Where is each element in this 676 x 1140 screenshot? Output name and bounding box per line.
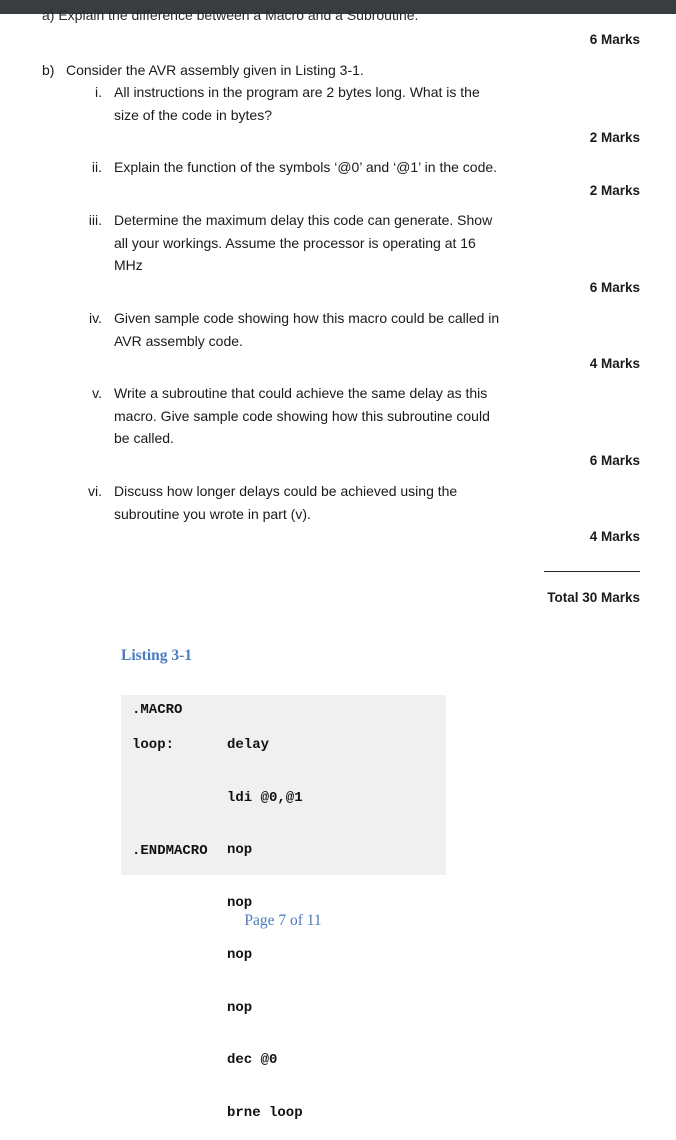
part-b-text: Consider the AVR assembly given in Listing 3-1. [66,62,364,78]
total-marks: Total 30 Marks [547,590,640,605]
question-marks: 2 Marks [589,130,640,145]
question-text [114,382,490,450]
code-line: dec @0 [227,1052,278,1068]
question-line: Determine the maximum delay this code can generate. Show [114,212,493,228]
question-line: Discuss how longer delays could be achieved using the [114,483,458,499]
code-line: nop [227,999,253,1016]
question-marks: 6 Marks [589,453,640,468]
question-text [114,81,480,126]
question-a-cut: a) Explain the difference between a Macro and a Subroutine. [42,7,419,23]
question-text [114,307,499,352]
question-marks: 6 Marks [589,280,640,295]
question-number: vi. [88,483,102,499]
code-line: nop [227,842,253,858]
question-line: all your workings. Assume the processor is operating at 16 [114,234,476,251]
code-line: nop [227,894,253,911]
question-line: Given sample code showing how this macro could be called in [114,310,500,326]
question-number: i. [95,84,102,100]
question-text [114,480,457,525]
question-number: iv. [89,310,102,326]
code-line: ldi @0,@1 [227,789,303,806]
page-footer: Page 7 of 11 [244,912,322,929]
question-line: AVR assembly code. [114,332,243,349]
marks-a: 6 Marks [589,32,640,47]
part-b-label: b) [42,62,55,78]
question-number: iii. [88,212,102,228]
question-number: v. [92,385,102,401]
code-label: .MACRO [132,702,183,718]
question-line: macro. Give sample code showing how this subroutine could [114,407,490,424]
question-marks: 2 Marks [589,183,640,198]
question-line: subroutine you wrote in part (v). [114,505,311,522]
question-line: be called. [114,430,174,446]
code-label: .ENDMACRO [132,843,208,859]
question-text [114,156,497,179]
code-line: brne loop [227,1104,303,1121]
code-label: loop: [132,737,175,753]
question-line: Write a subroutine that could achieve the same delay as this [114,385,488,401]
code-line: nop [227,947,253,963]
question-marks: 4 Marks [589,529,640,544]
question-line: size of the code in bytes? [114,106,272,123]
code-line: delay [227,737,270,753]
question-line: Explain the function of the symbols ‘@0’ and ‘@1’ in the code. [114,159,498,175]
question-line: All instructions in the program are 2 bytes long. What is the [114,84,480,100]
total-rule [544,571,640,572]
question-number: ii. [91,159,102,175]
listing-title: Listing 3-1 [121,647,193,664]
question-text [114,209,492,277]
question-marks: 4 Marks [589,356,640,371]
question-line: MHz [114,257,143,273]
